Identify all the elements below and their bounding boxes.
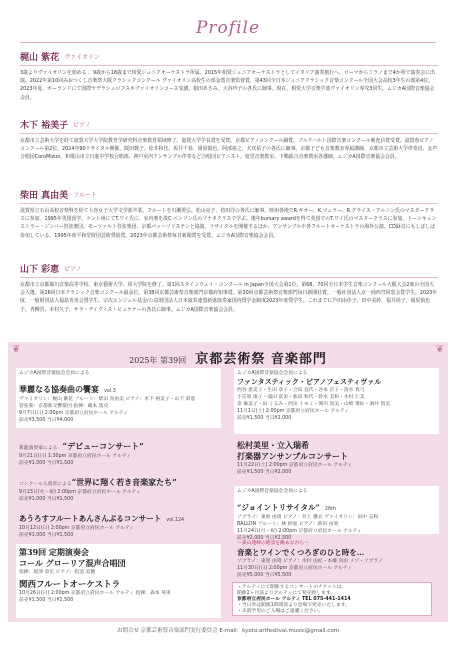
artist-name-row: [20, 188, 438, 204]
artist-name: 柴田 真由美: [20, 191, 69, 201]
artist-instrument: ピアノ: [73, 122, 91, 129]
event-price: 前売¥1,000 当日¥1,500: [19, 497, 74, 502]
ticket-info-line: 開催2ヶ月前よりアルティにて発売致します。: [237, 591, 336, 596]
event-card: [16, 468, 221, 500]
artist-profile: [20, 188, 438, 240]
artist-instrument: フルート: [73, 192, 97, 199]
event-title: ファンタスティック・ピアノフェスティヴァル: [237, 377, 382, 386]
event-price: 前売¥1,500 当日¥2,000: [237, 416, 292, 421]
event-line: 11月22日(土) 2:00pm 京都府立府民ホール アルティ: [237, 463, 353, 468]
artist-bio: 京都市立芸術大学を経て滋賀大学大学院教育学研究科音楽教育領域修了。滋賀大学学長賞を受賞。京都ピアノコンクール銅賞、ブルクハルト国際音楽コンクール審査員賞受賞。滋賀県ピアノコンクール第2位。2024年90リサイタル開催。阪田数子、松井和代、坂井千春、岡原慎也、阿部裕之、犬伏祐子の各氏に師事。京都子ども音楽教室専属講師。京都市立芸術大学伴奏員、女声合唱団CoroMizuo、和歌山市立日進中学校合唱部、神戸室内アンサンブル伴奏など合唱団ピアニスト。旭堂音楽教室、下鴨総合音楽教室各講師。ムジカA国際音楽協会会員。: [20, 138, 438, 161]
event-price: 前売¥1,500 当日¥1,500: [19, 598, 74, 603]
event-card: [16, 544, 221, 618]
event-subtitle: 打楽器アンサンブルコンサート: [237, 451, 348, 461]
event-line: 小笠原 康子・浦田 富栄・新田 和代・鈴木 美和・木村 仁美: [237, 395, 365, 400]
event-title: “デビューコンサート”: [62, 441, 144, 451]
event-price: 前売¥1,000 当日¥1,500: [19, 461, 74, 466]
event-vol: 26th: [324, 507, 336, 512]
page-title: Profile: [195, 18, 261, 38]
event-column-left: [16, 368, 221, 618]
artist-name: 木下 裕美子: [20, 121, 69, 131]
event-line: ヴァイオリン：梶山 紫花 フルート：柴田 真由美 ピアノ：木下 裕美子・山下 彩恵: [19, 397, 196, 402]
ornament-icon: ❦: [12, 344, 21, 355]
event-line: 指揮：船津 章宏 ピアノ：松浪 美穂: [19, 570, 96, 575]
event-main-title: 京都芸術祭 音楽部門: [195, 352, 327, 367]
event-org: 新進演奏家による: [19, 446, 58, 451]
artist-bio: 3歳よりヴァイオリンを始める 。9歳から18歳まで相愛ジュニアオーケストラ所属。2015年相愛ジュニアオーケストラとしてイタリア演奏旅行へ。ローマからミラノまで4か所で演奏会に出演。2022年第10回みおつくし音楽祭大阪クラシックコンクール ヴァイオリン高校生の部金賞音楽監督賞、第43回全日本ジュニアクラシック音楽コンクール全国大会高校3年生の部第4位。2023年夏、ポーランドにて国際ヤデラシュロフスキヴァイオリンコース受講。相田あさみ、大谷玲子の各氏に師事。現在、相愛大学音楽学部ヴァイオリン専攻3回生。ムジカA国際音楽協会会員。: [20, 70, 435, 101]
event-org: ムジカA国際音楽協会会員による: [237, 371, 308, 376]
ticket-info-tel: 京都府立府民ホール アルティ TEL 075-441-1414: [237, 597, 351, 602]
event-line: 10月26日(日) 2:00pm 京都府立府民ホール アルティ 指揮：森本 英男: [19, 591, 171, 596]
ticket-info-line: ・未就学児のご入場はご遠慮ください。: [237, 609, 324, 614]
title-divider: [20, 42, 436, 43]
event-price: 前売¥2,000 当日¥2,500: [237, 536, 292, 541]
artist-name: 山下 彩恵: [20, 265, 60, 275]
event-year: 2025年 第39回: [129, 356, 187, 365]
artist-bio: 滋賀県立石山高校音楽科を経て大谷女子大学文学部卒業。フルートを川瀬愛弘、松山亮子、持田洋の各氏に師事。欧州各地でR.ギオー、K.ツェラー、R.グライス・アルニン氏のマスタークラスに参加。1995年英国留学。ケント州にてT.ワイ氏に、室内楽を故C.ベンソン氏のソナタクラスで学ぶ。後年bursary awardを得て英国でのT.ワイ氏のマスタークラスに参加。トーンキュンストラー・ジンバー管弦楽団、モーツァルト管弦楽団、京都パッハゾリステンと協演。リサイタルを開催するほか、アンサンブルや各フルートオーケストラの海外公演、CD録音にもしばしば参加している。1995年度平和堂財団芸術奨励賞。2023年京都芸術祭毎日新聞賞を受賞。ムジカA国際音楽協会会員。: [20, 208, 437, 239]
event-org: ～東山連峰の絶景を眺めながら～: [237, 541, 309, 546]
artist-name-row: [20, 262, 438, 278]
event-line: 9月23日(火・祝) 2:00pm 京都府立府民ホール アルティ: [19, 490, 141, 495]
artist-name-row: [20, 50, 438, 66]
event-line: 11月30日(日) 2:00pm 京都府立府民ホール アルティ: [237, 566, 353, 571]
event-price: 前売¥1,500 当日¥2,000: [237, 470, 292, 475]
event-heading: [8, 348, 448, 367]
artist-bio: 京都市立京都堀川音楽高等学校、東京藝術大学、同大学院を修了。第1回スタインウェイ・コンクール in Japan全国大会第1位。第68、70回全日本学生音楽コンクール大阪大会2度の全国大会入選。第26回日本クラシック音楽コンクール最高位。第38回京都芸術祭音楽部門京都府知事賞。第30回京都芸術祭音楽部門毎日新聞社賞。一般社団法人京一商西宮同窓会賞学生。2023年度、一般財団法人福島青夷会奨学生。宗次エンジェル基金/公益財団法人日本演奏連盟新進演奏家国内奨学金制度2023年度奨学生。これまでに芦田由佳子、田中美鈴、福井尚子、岡原慎也子、青柳晋、本村久子、サラ・デイヴィス・ビュケナーの各氏に師事。ムジカA国際音楽協会会員。: [20, 282, 438, 313]
event-schedule-panel: [8, 342, 448, 622]
event-line: ソプラノ：東原 由貴 ピアノ：井上 優衣 ヴァイオリン：田中 志和: [237, 515, 379, 520]
event-card: [234, 538, 439, 578]
event-org: コンクール入賞者による: [19, 482, 72, 487]
event-line: 管弦楽：京都新交響楽団 指揮：蔵本 篤史: [19, 404, 109, 409]
artist-instrument: ピアノ: [64, 266, 82, 273]
event-card: [234, 368, 439, 434]
event-line: 余 麻美子・田 くるみ・西田 トモミ・関川 貴美・山崎 菜絵・酒井 賀美: [237, 402, 391, 407]
event-card: [16, 368, 221, 428]
event-title: 関西フルートオーケストラ: [19, 580, 121, 590]
event-org: ムジカA国際音楽協会会員による: [19, 371, 90, 376]
event-title: 華麗なる協奏曲の饗宴: [19, 384, 99, 394]
event-line: 9月7日(日) 2:00pm 京都府立府民ホール アルティ: [19, 411, 128, 416]
event-title: 第39回 定期演奏会: [19, 547, 89, 557]
ornament-icon: ❦: [435, 344, 444, 355]
artist-name: 梶山 紫花: [20, 53, 60, 63]
ticket-info-box: [232, 582, 432, 616]
event-line: ソプラノ：東原 由貴 ピアノ：木村 由紀・本郷 真由 メゾ・ソプラノ: [237, 559, 383, 564]
event-card: [234, 438, 439, 482]
ticket-info-line: ・アルティにて開催するコンサートのチケットは、: [237, 585, 347, 590]
event-line: 10月12日(日) 2:00pm 京都府立府民ホール アルティ: [19, 526, 135, 531]
event-subtitle: コール グローリア混声合唱団: [19, 558, 126, 568]
event-line: 11月1日(土) 2:00pm 京都府立府民ホール アルティ: [237, 409, 350, 414]
artist-profile: [20, 262, 438, 314]
event-price: 前売¥5,000 当日¥5,500: [237, 573, 292, 578]
event-line: BALLON フルート：林 紗加 ピアノ：新田 由果: [237, 522, 339, 527]
event-price: 前売¥3,500 当日¥4,000: [19, 418, 74, 423]
event-line: 11月24日(月・祝) 2:00pm 京都府立府民ホール アルティ: [237, 529, 362, 534]
event-title: 松村美里・立入瑞希: [237, 440, 309, 450]
event-title: “ジョイントリサイタル”: [237, 503, 320, 512]
artist-name-row: [20, 118, 438, 134]
event-vol: vol.124: [166, 518, 185, 523]
artist-profile: [20, 118, 438, 162]
event-org: ムジカA国際音楽協会会員による: [237, 489, 308, 494]
event-title: 音楽とワインでくつろぎのひと時を…: [237, 548, 365, 557]
footer-contact: お問合せ 京都芸術祭音楽部門実行委員会 E-mail：kyoto.artfestival.music@gmail.com: [116, 628, 340, 634]
event-line: 9月21日(日) 1:30pm 京都府立府民ホール アルティ: [19, 454, 132, 459]
event-vol: vol.3: [104, 389, 116, 394]
event-column-right: [234, 368, 439, 578]
artist-profile: [20, 50, 438, 102]
artist-instrument: ヴァイオリン: [64, 54, 100, 61]
event-title: “世界に翔く若き音楽家たち”: [71, 477, 177, 487]
event-card: [16, 432, 221, 466]
event-line: 西谷 恵美子・生田 章子・合田 直代・谷本 京子・清水 真弓: [237, 388, 365, 393]
event-card: [16, 504, 221, 536]
event-card: [234, 486, 439, 541]
event-price: 前売¥1,000 当日¥1,500: [19, 533, 74, 538]
event-title: あうろすフルートあんさんぶるコンサート: [19, 514, 162, 523]
ticket-info-line: ・当日券は開演1時間前より会場で発売いたします。: [237, 603, 350, 608]
